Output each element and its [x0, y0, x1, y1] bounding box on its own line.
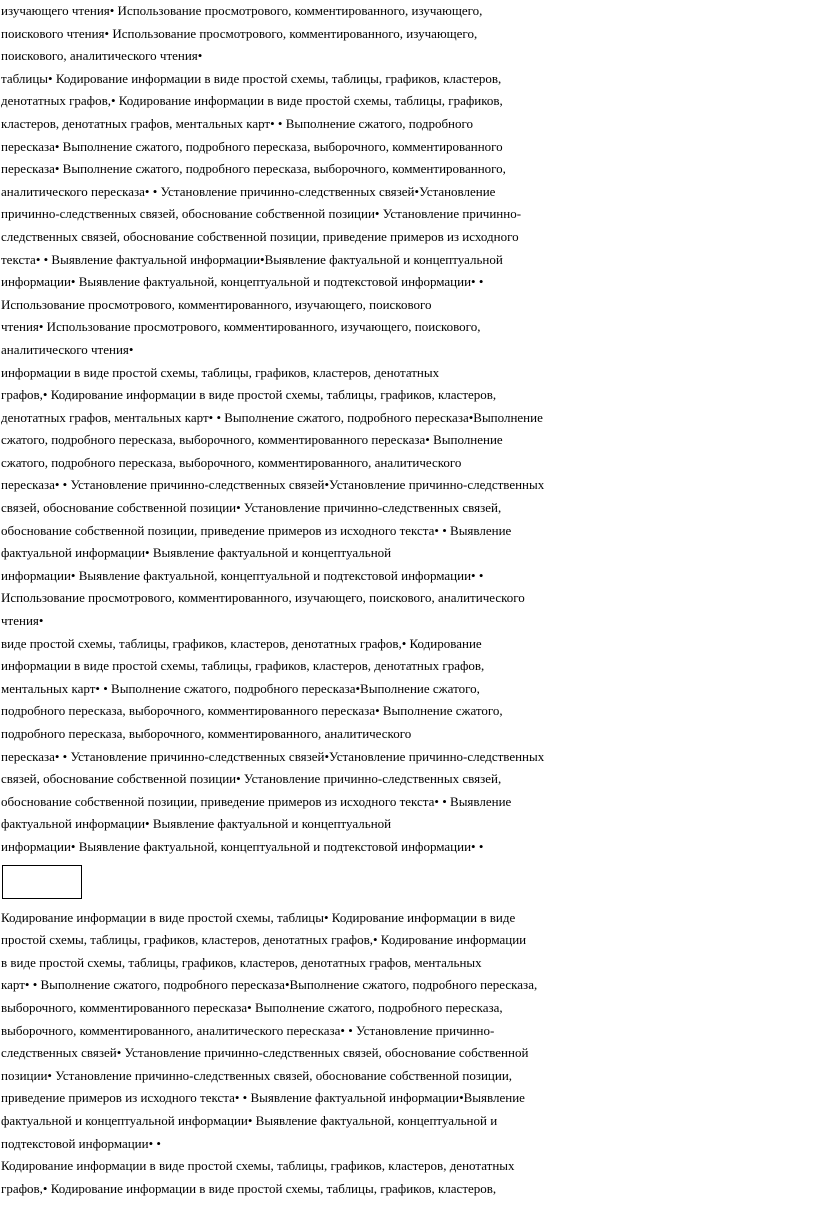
text-line: информации• Выявление фактуальной, концептуальной и подтекстовой информации• •: [1, 838, 484, 854]
text-line: графов,• Кодирование информации в виде простой схемы, таблицы, графиков, кластеров,: [1, 1180, 497, 1196]
text-line: подтекстовой информации• •: [1, 1135, 161, 1151]
text-line: чтения• Использование просмотрового, комментированного, изучающего, поискового,: [1, 319, 481, 335]
text-line: информации• Выявление фактуальной, концептуальной и подтекстовой информации• •: [1, 274, 484, 290]
text-block-1: [1, 0, 814, 859]
text-line: Кодирование информации в виде простой схемы, таблицы• Кодирование информации в виде: [1, 909, 516, 925]
text-line: следственных связей, обоснование собственной позиции, приведение примеров из исходного: [1, 228, 519, 244]
text-line: в виде простой схемы, таблицы, графиков, кластеров, денотатных графов, ментальных: [1, 954, 482, 970]
text-line: пересказа• Выполнение сжатого, подробного пересказа, выборочного, комментированного,: [1, 161, 506, 177]
text-line: информации в виде простой схемы, таблицы, графиков, кластеров, денотатных: [1, 364, 440, 380]
text-line: пересказа• Выполнение сжатого, подробного пересказа, выборочного, комментированного: [1, 138, 503, 154]
empty-table-cell: [2, 865, 82, 899]
text-line: сжатого, подробного пересказа, выборочного, комментированного пересказа• Выполнение: [1, 432, 503, 448]
text-line: причинно-следственных связей, обоснование собственной позиции• Установление причинно-: [1, 206, 522, 222]
text-line: поискового, аналитического чтения•: [1, 48, 203, 64]
text-line: обоснование собственной позиции, приведение примеров из исходного текста• • Выявление: [1, 522, 512, 538]
text-line: денотатных графов,• Кодирование информации в виде простой схемы, таблицы, графиков,: [1, 93, 503, 109]
text-line: информации в виде простой схемы, таблицы, графиков, кластеров, денотатных графов,: [1, 658, 485, 674]
text-line: ментальных карт• • Выполнение сжатого, подробного пересказа•Выполнение сжатого,: [1, 680, 480, 696]
text-line: изучающего чтения• Использование просмотрового, комментированного, изучающего,: [1, 3, 483, 18]
text-line: карт• • Выполнение сжатого, подробного пересказа•Выполнение сжатого, подробного пересказа,: [1, 977, 538, 993]
text-line: графов,• Кодирование информации в виде простой схемы, таблицы, графиков, кластеров,: [1, 387, 497, 403]
text-line: Кодирование информации в виде простой схемы, таблицы, графиков, кластеров, денотатных: [1, 1158, 515, 1174]
text-line: обоснование собственной позиции, приведение примеров из исходного текста• • Выявление: [1, 793, 512, 809]
text-line: подробного пересказа, выборочного, комментированного, аналитического: [1, 726, 412, 741]
text-line: связей, обоснование собственной позиции• Установление причинно-следственных связей,: [1, 771, 502, 787]
text-line: выборочного, комментированного пересказа• Выполнение сжатого, подробного пересказа,: [1, 999, 503, 1015]
text-line: аналитического пересказа• • Установление причинно-следственных связей•Установление: [1, 183, 496, 199]
text-line: аналитического чтения•: [1, 341, 134, 357]
text-line: поискового чтения• Использование просмотрового, комментированного, изучающего,: [1, 25, 478, 41]
text-line: Использование просмотрового, комментированного, изучающего, поискового: [1, 296, 432, 312]
text-line: фактуальной информации• Выявление фактуальной и концептуальной: [1, 816, 392, 832]
text-line: Использование просмотрового, комментированного, изучающего, поискового, аналитического: [1, 590, 525, 606]
text-line: позиции• Установление причинно-следственных связей, обоснование собственной позиции,: [1, 1067, 513, 1083]
text-line: простой схемы, таблицы, графиков, кластеров, денотатных графов,• Кодирование информации: [1, 932, 527, 948]
text-line: таблицы• Кодирование информации в виде простой схемы, таблицы, графиков, кластеров,: [1, 70, 502, 86]
text-line: приведение примеров из исходного текста• • Выявление фактуальной информации•Выявление: [1, 1090, 525, 1106]
text-block-2: [1, 907, 814, 1201]
text-line: пересказа• • Установление причинно-следственных связей•Установление причинно-следственных: [1, 477, 545, 493]
text-line: информации• Выявление фактуальной, концептуальной и подтекстовой информации• •: [1, 567, 484, 583]
text-line: выборочного, комментированного, аналитического пересказа• • Установление причинно-: [1, 1022, 495, 1038]
text-line: связей, обоснование собственной позиции• Установление причинно-следственных связей,: [1, 500, 502, 516]
text-line: текста• • Выявление фактуальной информации•Выявление фактуальной и концептуальной: [1, 251, 503, 267]
text-line: кластеров, денотатных графов, ментальных карт• • Выполнение сжатого, подробного: [1, 115, 474, 131]
text-line: денотатных графов, ментальных карт• • Выполнение сжатого, подробного пересказа•Выполнение: [1, 409, 543, 425]
text-line: сжатого, подробного пересказа, выборочного, комментированного, аналитического: [1, 454, 462, 470]
text-line: следственных связей• Установление причинно-следственных связей, обоснование собственной: [1, 1045, 529, 1061]
text-line: фактуальной и концептуальной информации• Выявление фактуальной, концептуальной и: [1, 1112, 498, 1128]
text-line: чтения•: [1, 613, 44, 629]
text-line: подробного пересказа, выборочного, комментированного пересказа• Выполнение сжатого,: [1, 703, 503, 719]
text-line: фактуальной информации• Выявление фактуальной и концептуальной: [1, 545, 392, 561]
text-line: виде простой схемы, таблицы, графиков, кластеров, денотатных графов,• Кодирование: [1, 635, 482, 651]
text-line: пересказа• • Установление причинно-следственных связей•Установление причинно-следственных: [1, 748, 545, 764]
